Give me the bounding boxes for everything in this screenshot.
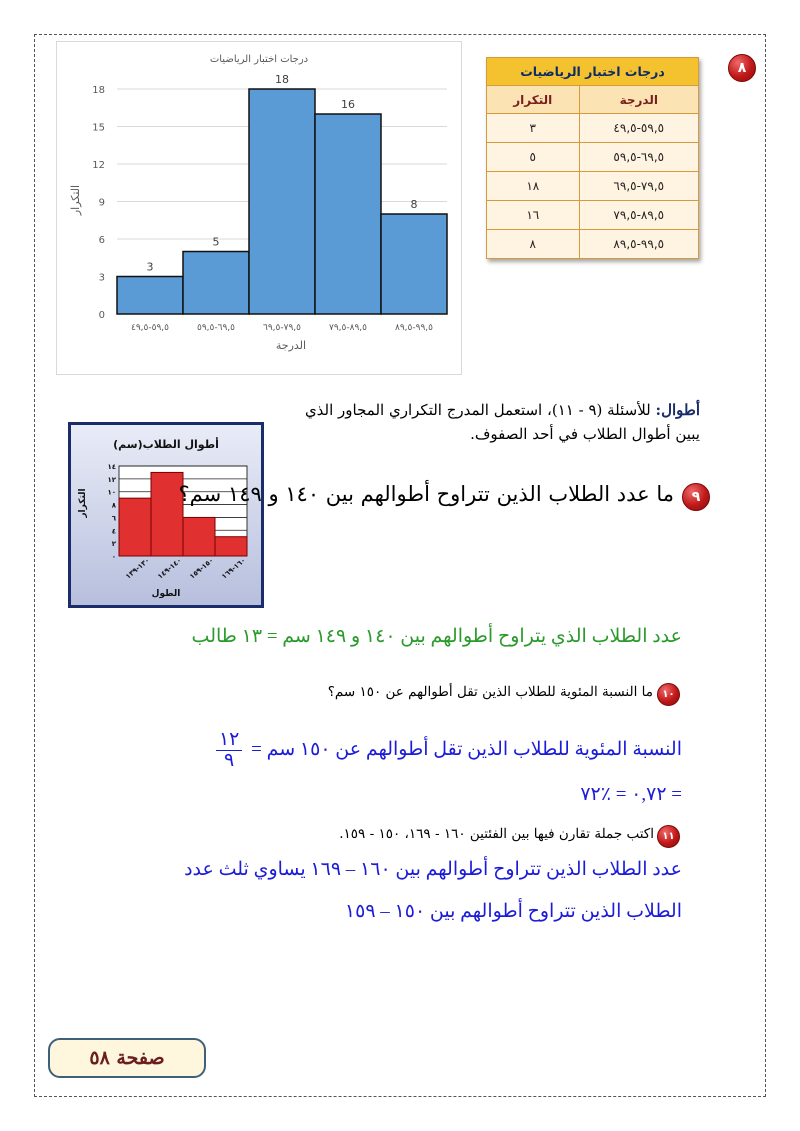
freq-cell: ٣: [487, 114, 580, 143]
chart2-y-tick: ١٤: [107, 463, 116, 471]
question-11-answer-line1: عدد الطلاب الذين تتراوح أطوالهم بين ١٦٠ – ١٦٩ يساوي ثلث عدد: [184, 859, 682, 880]
chart1-data-label: 3: [146, 260, 154, 274]
chart1-bar: [183, 252, 249, 315]
chart1-title: درجات اختبار الرياضيات: [209, 54, 309, 65]
table-row: [487, 230, 699, 259]
question-11-answer-line2: الطلاب الذين تتراوح أطوالهم بين ١٥٠ – ١٥٩: [344, 901, 682, 922]
grade-cell: ٧٩,٥-٦٩,٥: [579, 172, 698, 201]
chart1-y-tick: 18: [92, 85, 105, 96]
chart1-x-tick: ٧٩,٥-٦٩,٥: [263, 323, 301, 333]
chart2-x-tick: ١٣٠-١٣٩: [124, 556, 152, 581]
table-row: [487, 172, 699, 201]
chart1-bar: [315, 114, 381, 314]
chart2-x-tick: ١٦٠-١٦٩: [220, 556, 248, 581]
question-11-text: اكتب جملة تقارن فيها بين الفئتين ١٦٠ - ١٦٩، ١٥٠ - ١٥٩.: [339, 826, 654, 842]
math-histogram-chart: [56, 41, 462, 375]
intro-title: أطوال:: [655, 401, 700, 419]
grade-cell: ٥٩,٥-٤٩,٥: [579, 114, 698, 143]
chart2-x-tick: ١٤٠-١٤٩: [156, 556, 184, 581]
chart1-y-tick: 15: [92, 122, 105, 134]
question-9-text: ما عدد الطلاب الذين تتراوح أطوالهم بين ١٤٠ و ١٤٩ سم؟: [178, 482, 674, 506]
chart1-y-tick: 6: [98, 235, 105, 246]
chart2-x-tick: ١٥٠-١٥٩: [188, 556, 216, 581]
chart2-y-tick: ١٢: [107, 475, 116, 484]
chart1-data-label: 8: [410, 198, 418, 211]
chart1-x-tick: ٥٩,٥-٤٩,٥: [131, 323, 169, 333]
heights-histogram-svg: [71, 425, 261, 605]
intro-paragraph: [305, 398, 700, 446]
chart1-bar: [117, 277, 183, 315]
chart1-y-tick: 12: [92, 160, 105, 171]
question-9-badge: ٩: [682, 483, 710, 511]
question-10-text: ما النسبة المئوية للطلاب الذين تقل أطوالهم عن ١٥٠ سم؟: [327, 684, 653, 700]
freq-cell: ٥: [487, 143, 580, 172]
chart2-bar: [119, 498, 151, 556]
table-row: [487, 201, 699, 230]
chart1-data-label: 18: [275, 73, 289, 86]
chart2-y-tick: ٤: [111, 527, 116, 536]
grade-cell: ٨٩,٥-٧٩,٥: [579, 201, 698, 230]
heights-histogram-chart: [68, 422, 264, 608]
chart1-data-label: 5: [212, 235, 220, 249]
question-10-answer-line2: = ٠,٧٢ = ٪٧٢: [580, 784, 682, 805]
question-10-answer: [216, 730, 682, 771]
chart1-x-tick: ٨٩,٥-٧٩,٥: [329, 323, 367, 333]
grade-cell: ٩٩,٥-٨٩,٥: [579, 230, 698, 259]
answer-fraction: [216, 730, 242, 771]
chart1-x-tick: ٦٩,٥-٥٩,٥: [197, 323, 235, 333]
grade-cell: ٦٩,٥-٥٩,٥: [579, 143, 698, 172]
chart1-data-label: 16: [341, 98, 355, 111]
chart2-y-tick: ٢: [111, 540, 116, 549]
chart2-ylabel: التكرار: [78, 488, 88, 518]
chart1-y-tick: 3: [98, 272, 105, 284]
chart1-x-tick: ٩٩,٥-٨٩,٥: [395, 323, 433, 333]
intro-line2: يبين أطوال الطلاب في أحد الصفوف.: [470, 425, 700, 443]
page-number-label: صفحة ٥٨: [48, 1038, 206, 1078]
freq-cell: ١٨: [487, 172, 580, 201]
table-title: درجات اختبار الرياضيات: [487, 58, 699, 86]
table-header-freq: التكرار: [487, 86, 580, 114]
frequency-table: [486, 57, 699, 259]
chart2-y-tick: ٦: [111, 514, 116, 523]
chart2-y-tick: ١٠: [107, 488, 116, 497]
chart2-bar: [183, 517, 215, 556]
chart2-title: أطوال الطلاب(سم): [113, 438, 219, 451]
fraction-denominator: ٩: [224, 750, 235, 771]
chart1-bar: [381, 214, 447, 314]
chart1-ylabel: التكرار: [69, 184, 82, 216]
question-10-badge: ١٠: [657, 683, 680, 706]
chart1-xlabel: الدرجة: [275, 339, 307, 352]
table-header-grade: الدرجة: [579, 86, 698, 114]
freq-cell: ١٦: [487, 201, 580, 230]
chart2-xlabel: الطول: [151, 589, 181, 599]
question-10-answer-text: النسبة المئوية للطلاب الذين تقل أطوالهم عن ١٥٠ سم =: [251, 738, 682, 760]
chart2-y-tick: ٨: [111, 501, 116, 510]
chart1-y-tick: 9: [98, 197, 105, 209]
chart1-bar: [249, 89, 315, 314]
question-9-answer: عدد الطلاب الذي يتراوح أطوالهم بين ١٤٠ و ١٤٩ سم = ١٣ طالب: [191, 626, 682, 647]
intro-line1: للأسئلة (٩ - ١١)، استعمل المدرج التكراري المجاور الذي: [304, 401, 651, 419]
math-histogram-svg: [57, 42, 461, 374]
chart2-bar: [215, 537, 247, 556]
question-8-badge: ٨: [728, 54, 756, 82]
fraction-numerator: ١٢: [216, 730, 242, 751]
chart1-y-tick: 0: [98, 310, 105, 321]
chart2-y-tick: ٠: [111, 553, 116, 561]
freq-cell: ٨: [487, 230, 580, 259]
table-row: [487, 114, 699, 143]
table-row: [487, 143, 699, 172]
question-11-badge: ١١: [657, 825, 680, 848]
